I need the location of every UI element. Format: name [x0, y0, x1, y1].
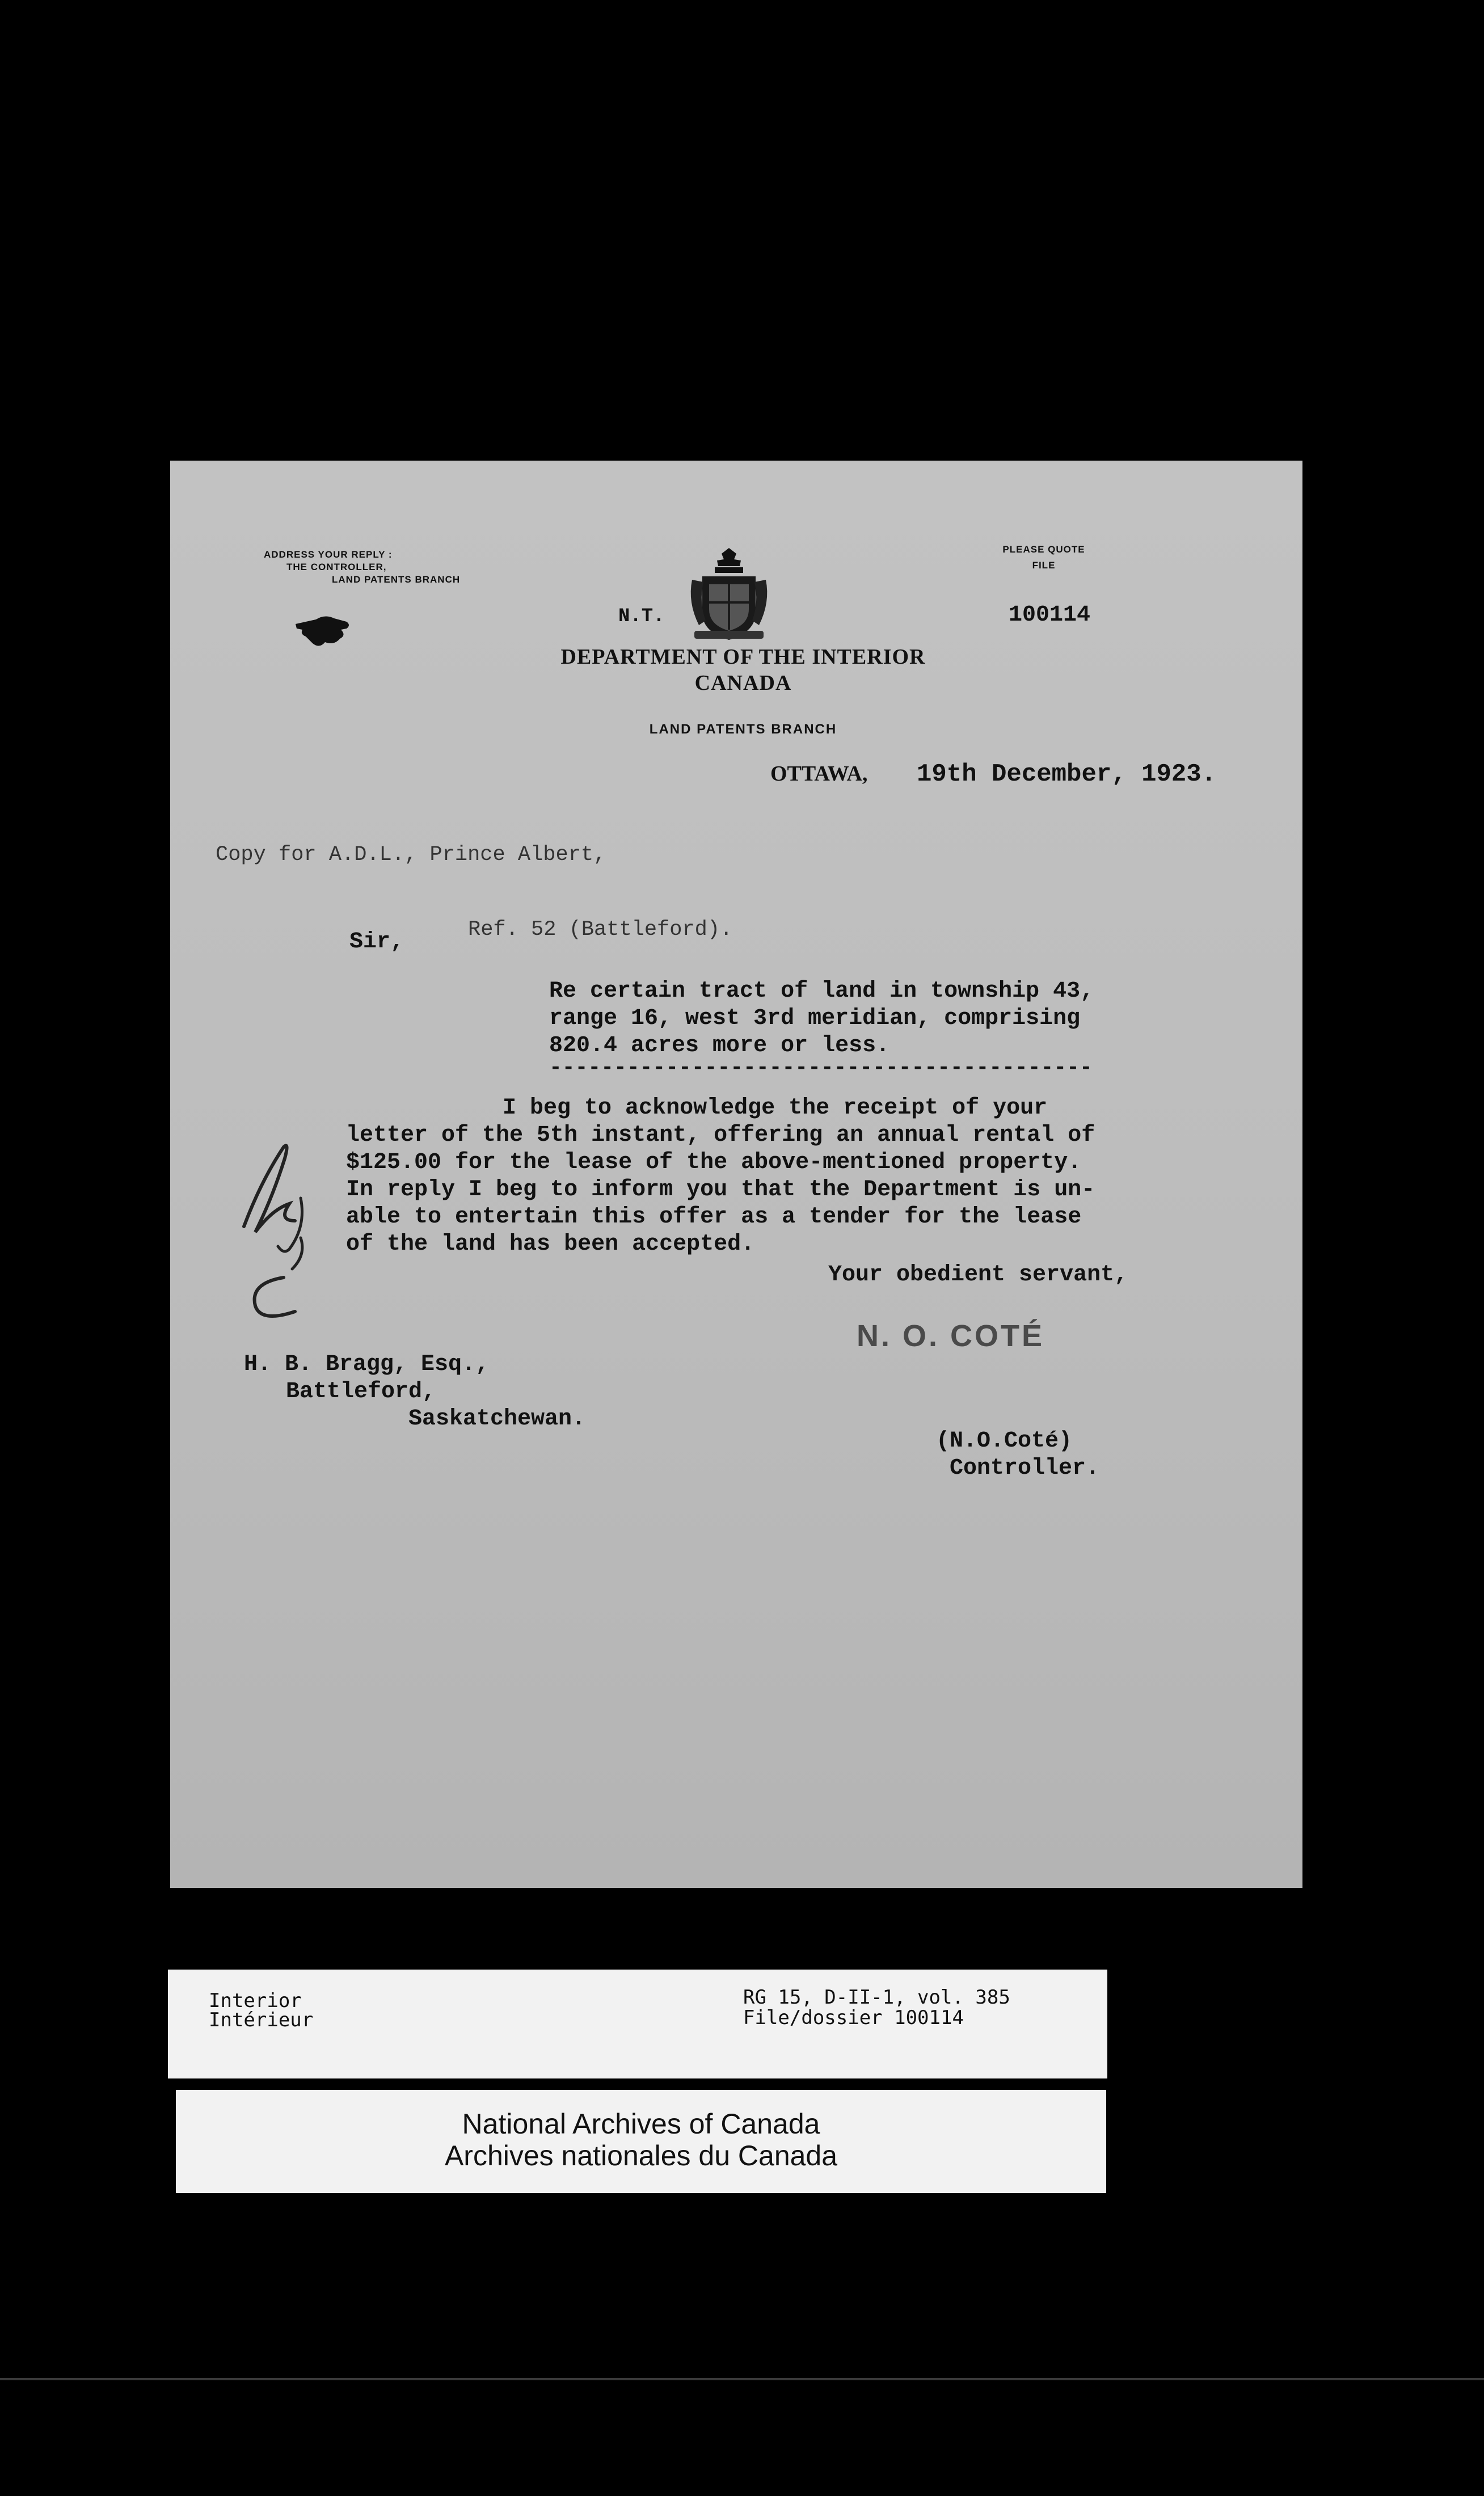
- archive-file-number: File/dossier 100114: [743, 2006, 964, 2029]
- please-quote-line: PLEASE QUOTE: [1002, 544, 1085, 555]
- city-line: OTTAWA,: [770, 762, 868, 786]
- subject-rule: ------------------------------------------: [549, 1056, 1093, 1080]
- archive-fonds-en: Interior: [209, 1989, 302, 2012]
- recipient-line: Battleford,: [286, 1379, 436, 1405]
- please-quote-line: FILE: [1032, 560, 1056, 571]
- signature-name: (N.O.Coté): [936, 1428, 1073, 1454]
- body-line: I beg to acknowledge the receipt of your: [448, 1095, 1048, 1121]
- file-number: 100114: [1009, 602, 1091, 628]
- letter-date: 19th December, 1923.: [917, 760, 1217, 789]
- recipient-line: H. B. Bragg, Esq.,: [244, 1352, 490, 1377]
- closing-line: Your obedient servant,: [828, 1262, 1128, 1288]
- subject-line: Re certain tract of land in township 43,: [549, 979, 1094, 1004]
- branch-title: LAND PATENTS BRANCH: [649, 722, 837, 737]
- handwritten-initials-icon: [221, 1113, 335, 1329]
- recipient-block: [244, 1351, 585, 1433]
- archive-name-fr: Archives nationales du Canada: [444, 2140, 838, 2172]
- archive-banner: [176, 2090, 1106, 2193]
- signature-title: Controller.: [950, 1456, 1100, 1481]
- pointing-hand-icon: [292, 602, 355, 653]
- reply-to-line: ADDRESS YOUR REPLY :: [264, 549, 393, 560]
- letterhead-initials: N.T.: [618, 606, 665, 627]
- copy-note: [216, 792, 732, 992]
- archive-fonds-fr: Intérieur: [209, 2009, 314, 2031]
- body-line: $125.00 for the lease of the above-mentioned property.: [346, 1150, 1082, 1175]
- subject-line: range 16, west 3rd meridian, comprising: [549, 1006, 1081, 1031]
- archive-reference-code: RG 15, D-II-1, vol. 385: [743, 1986, 1010, 2009]
- body-line: letter of the 5th instant, offering an annual rental of: [346, 1123, 1095, 1148]
- subject-block: [549, 978, 1094, 1080]
- reply-to-line: THE CONTROLLER,: [286, 562, 387, 572]
- copy-note-line: Copy for A.D.L., Prince Albert,: [216, 843, 606, 867]
- reply-to-line: LAND PATENTS BRANCH: [332, 574, 461, 585]
- subject-line: 820.4 acres more or less.: [549, 1033, 890, 1059]
- typed-signature: [936, 1428, 1099, 1482]
- archive-name-en: National Archives of Canada: [462, 2108, 820, 2140]
- body-line: of the land has been accepted.: [346, 1232, 755, 1257]
- coat-of-arms-icon: [686, 546, 771, 642]
- recipient-line: Saskatchewan.: [408, 1406, 586, 1432]
- reply-to-block: [264, 549, 460, 586]
- body-line: able to entertain this offer as a tender for the lease: [346, 1204, 1082, 1230]
- salutation: Sir,: [349, 929, 404, 955]
- country-title: CANADA: [694, 671, 792, 695]
- letter-page: [170, 461, 1302, 1888]
- body-paragraph: [346, 1095, 1095, 1258]
- signature-stamp: N. O. COTÉ: [857, 1319, 1045, 1353]
- archive-reference-label: [168, 1970, 1107, 2078]
- scan-edge-line: [0, 2378, 1484, 2380]
- copy-note-line: Ref. 52 (Battleford).: [468, 918, 733, 942]
- please-quote-block: [987, 543, 1101, 572]
- department-title: DEPARTMENT OF THE INTERIOR: [560, 645, 926, 669]
- body-line: In reply I beg to inform you that the Department is un-: [346, 1177, 1095, 1203]
